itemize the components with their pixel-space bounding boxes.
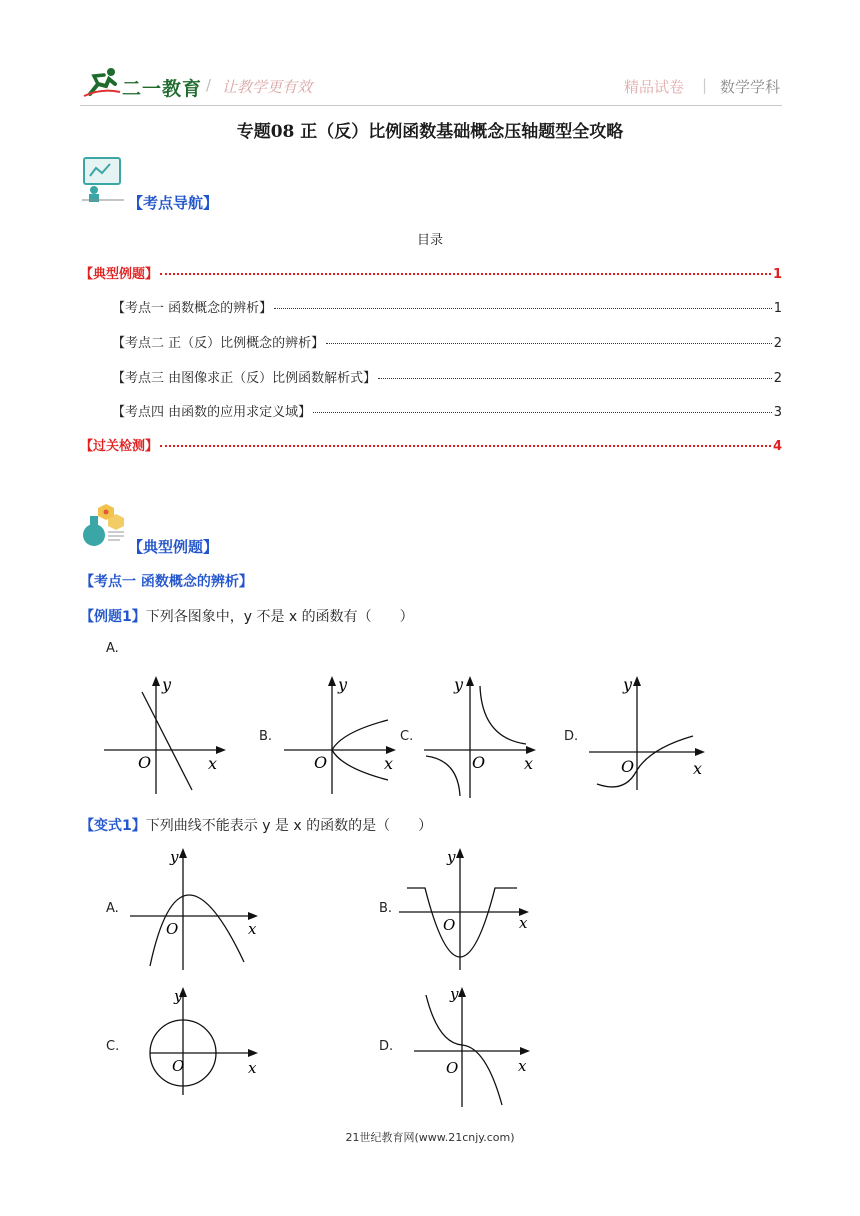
example1-graph-a [100, 672, 230, 797]
variant1-option-b[interactable]: B. [379, 901, 393, 916]
toc-entry-label: 【考点四 由函数的应用求定义域】 [112, 405, 312, 420]
variant1-graph-b [397, 846, 535, 972]
origin-label: O [138, 753, 152, 772]
origin-label: O [166, 920, 179, 938]
toc-entry-label: 【考点一 函数概念的辨析】 [112, 301, 273, 316]
example1-option-b[interactable]: B. [259, 729, 273, 744]
origin-label: O [172, 1057, 185, 1075]
toc-entry-label: 【典型例题】 [80, 267, 159, 282]
page-footer: 21世纪教育网(www.21cnjy.com) [345, 1131, 515, 1144]
toc-entry-page: 4 [772, 439, 782, 454]
header-separator: | [702, 76, 708, 94]
axis-x-label: x [384, 754, 394, 773]
variant1-option-d[interactable]: D. [379, 1039, 394, 1054]
example1-tag: 【例题1】 [80, 609, 146, 625]
toc-entry-page: 2 [773, 336, 782, 351]
variant1-graph-a [128, 846, 264, 972]
axis-y-label: y [623, 675, 633, 694]
variant1-graph-c [148, 985, 264, 1097]
origin-label: O [443, 916, 456, 934]
axis-y-label: y [162, 675, 172, 694]
toc-entry-page: 1 [773, 301, 782, 316]
example1-question [80, 606, 414, 626]
toc-entry-page: 2 [773, 371, 782, 386]
toc-entry[interactable] [80, 367, 782, 386]
example1-graph-d [585, 672, 713, 797]
flask-icon [80, 502, 126, 548]
header-slogan: 让教学更有效 [222, 78, 313, 96]
axis-y-label: y [447, 848, 456, 866]
origin-label: O [472, 753, 486, 772]
toc-entry-label: 【考点二 正（反）比例概念的辨析】 [112, 336, 325, 351]
document-title: 专题08 正（反）比例函数基础概念压轴题型全攻略 [236, 122, 624, 142]
variant1-graph-d [412, 985, 536, 1110]
teacher-board-icon [80, 154, 126, 204]
toc-entry-label: 【考点三 由图像求正（反）比例函数解析式】 [112, 371, 377, 386]
variant1-option-a[interactable]: A. [106, 901, 119, 916]
variant1-tag: 【变式1】 [80, 818, 146, 834]
axis-x-label: x [518, 1057, 527, 1075]
toc-title: 目录 [416, 233, 443, 248]
toc-entry[interactable] [80, 435, 782, 454]
runner-logo-icon [82, 66, 122, 100]
origin-label: O [446, 1059, 459, 1077]
header-rule [80, 105, 782, 106]
header-subject: 数学学科 [720, 78, 781, 96]
example1-graph-b [280, 672, 405, 797]
toc-leader-dots [313, 412, 772, 413]
axis-x-label: x [524, 754, 534, 773]
axis-x-label: x [248, 920, 257, 938]
axis-x-label: x [208, 754, 218, 773]
header-brand: 精品试卷 [624, 78, 685, 96]
example1-option-d[interactable]: D. [564, 729, 579, 744]
axis-y-label: y [450, 985, 459, 1003]
kp1-heading: 【考点一 函数概念的辨析】 [80, 574, 253, 590]
toc-entry-page: 3 [773, 405, 782, 420]
variant1-option-c[interactable]: C. [106, 1039, 120, 1054]
variant1-question [80, 815, 432, 835]
toc-entry-label: 【过关检测】 [80, 439, 159, 454]
example1-text: 下列各图象中，y 不是 x 的函数有（ ） [145, 609, 414, 625]
axis-x-label: x [248, 1059, 257, 1077]
toc-leader-dots [160, 273, 771, 275]
toc-leader-dots [274, 308, 772, 309]
axis-x-label: x [693, 759, 703, 778]
logo-text: 二一教育 [122, 78, 203, 100]
axis-y-label: y [454, 675, 464, 694]
toc-entry-page: 1 [772, 267, 782, 282]
example1-graph-c [420, 672, 545, 802]
example1-option-a[interactable]: A. [106, 641, 119, 656]
variant1-text: 下列曲线不能表示 y 是 x 的函数的是（ ） [145, 818, 433, 834]
toc-entry[interactable] [80, 297, 782, 316]
axis-y-label: y [174, 987, 183, 1005]
origin-label: O [621, 757, 635, 776]
nav-heading: 【考点导航】 [128, 194, 219, 212]
toc-entry[interactable] [80, 263, 782, 282]
example1-option-c[interactable]: C. [400, 729, 414, 744]
typical-examples-heading: 【典型例题】 [128, 538, 219, 556]
toc-leader-dots [326, 343, 772, 344]
toc-leader-dots [378, 378, 772, 379]
axis-y-label: y [338, 675, 348, 694]
header-slash: / [206, 76, 212, 94]
axis-x-label: x [519, 914, 528, 932]
toc-entry[interactable] [80, 401, 782, 420]
origin-label: O [314, 753, 328, 772]
toc-leader-dots [160, 445, 771, 447]
toc-entry[interactable] [80, 332, 782, 351]
axis-y-label: y [170, 848, 179, 866]
